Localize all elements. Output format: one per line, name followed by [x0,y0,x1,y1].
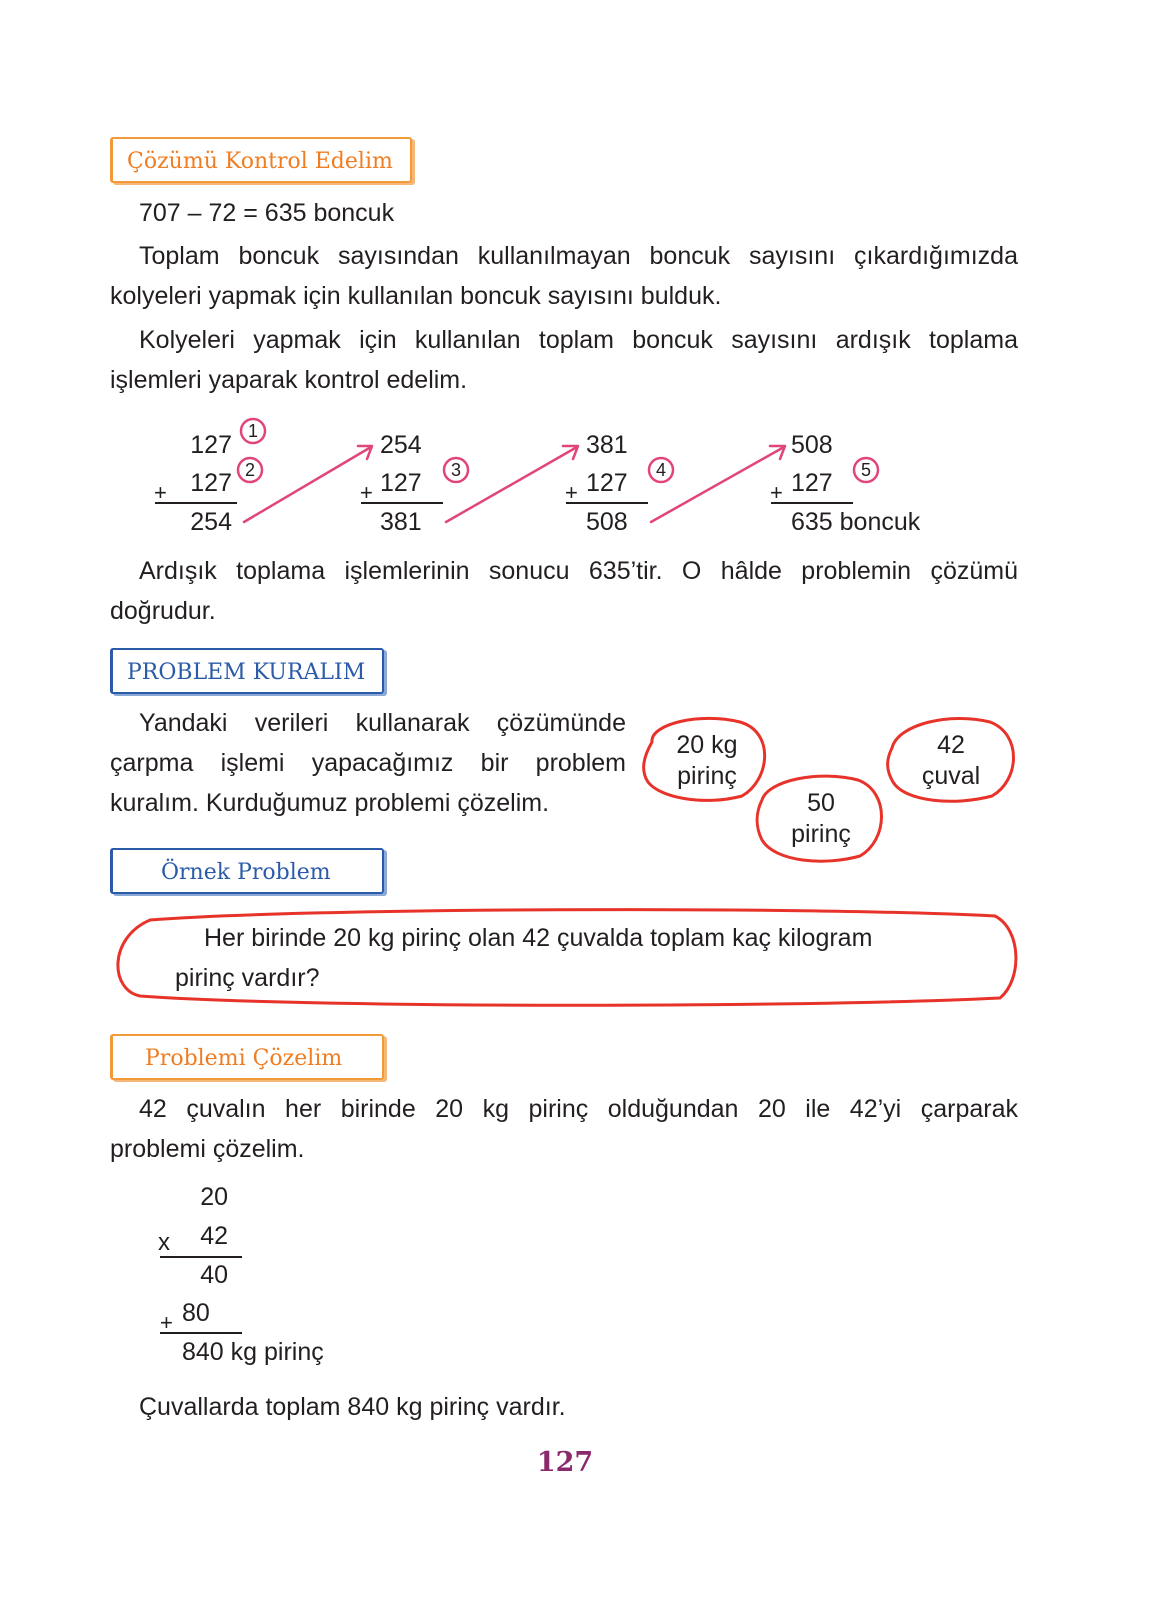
step-label-3: 3 [451,460,462,480]
arrow-2 [446,446,578,522]
step-label-1: 1 [248,421,259,441]
sum: 381 [380,508,422,536]
arrow-3 [651,446,785,522]
section-header-problem [110,648,384,694]
sum: 254 [190,508,232,536]
bubble-label-42: 42 çuval [921,731,981,790]
product-line [160,1332,242,1334]
section-title: Örnek Problem [161,860,331,885]
solve-paragraph: 42 çuvalın her birinde 20 kg pirinç olduğundan 20 ile 42’yi çarparak problemi çözelim. [110,1095,1018,1163]
factor-b: 42 [200,1222,228,1250]
arrow-1 [244,446,372,522]
addend-bottom: 127 [791,469,833,497]
sum-line [566,502,648,504]
times-sign: x [158,1229,170,1256]
addend-top: 508 [791,431,833,459]
section-title: Çözümü Kontrol Edelim [127,149,393,174]
step-label-5: 5 [861,460,872,480]
addend-bottom: 127 [586,469,628,497]
addend-top: 127 [190,431,232,459]
partial-product-1: 40 [200,1261,228,1289]
sum: 635 boncuk [791,508,921,536]
conclusion: Ardışık toplama işlemlerinin sonucu 635’tir. O hâlde problemin çözümü doğrudur. [110,557,1018,625]
example-question: Her birinde 20 kg pirinç olan 42 çuvalda toplam kaç kilogram pirinç vardır? [175,924,873,992]
product-line [160,1256,242,1258]
sum-line [771,502,853,504]
plus-sign: + [160,1310,173,1335]
problem-instruction: Yandaki verileri kullanarak çözümünde çarpma işlemi yapacağımız bir problem kuralım. Kurduğumuz problemi çözelim. [110,709,626,817]
page-number: 127 [536,1447,594,1478]
partial-product-2: 80 [182,1299,210,1327]
section-title: PROBLEM KURALIM [127,660,366,685]
step-label-2: 2 [245,460,256,480]
bubble-label-20kg: 20 kg pirinç [676,731,738,790]
answer: Çuvallarda toplam 840 kg pirinç vardır. [139,1393,566,1421]
addend-top: 254 [380,431,422,459]
addend-top: 381 [586,431,628,459]
sum: 508 [586,508,628,536]
plus-sign: + [360,480,373,505]
section-header-solve [110,1034,384,1080]
section-title: Problemi Çözelim [145,1046,343,1071]
step-label-4: 4 [656,460,667,480]
final-product: 840 kg pirinç [182,1338,324,1366]
plus-sign: + [154,480,167,505]
plus-sign: + [770,480,783,505]
factor-a: 20 [200,1183,228,1211]
equation: 707 – 72 = 635 boncuk [139,199,395,227]
paragraph-2: Kolyeleri yapmak için kullanılan toplam boncuk sayısını ardışık toplama işlemleri yaparak kontrol edelim. [110,326,1018,394]
section-header-example [110,848,384,894]
bubble-label-50: 50 pirinç [791,789,851,848]
paragraph-1: Toplam boncuk sayısından kullanılmayan boncuk sayısını çıkardığımızda kolyeleri yapmak için kullanılan boncuk sayısını bulduk. [110,242,1018,310]
addend-bottom: 127 [190,469,232,497]
addend-bottom: 127 [380,469,422,497]
plus-sign: + [565,480,578,505]
sum-line [361,502,443,504]
sum-line [155,502,237,504]
